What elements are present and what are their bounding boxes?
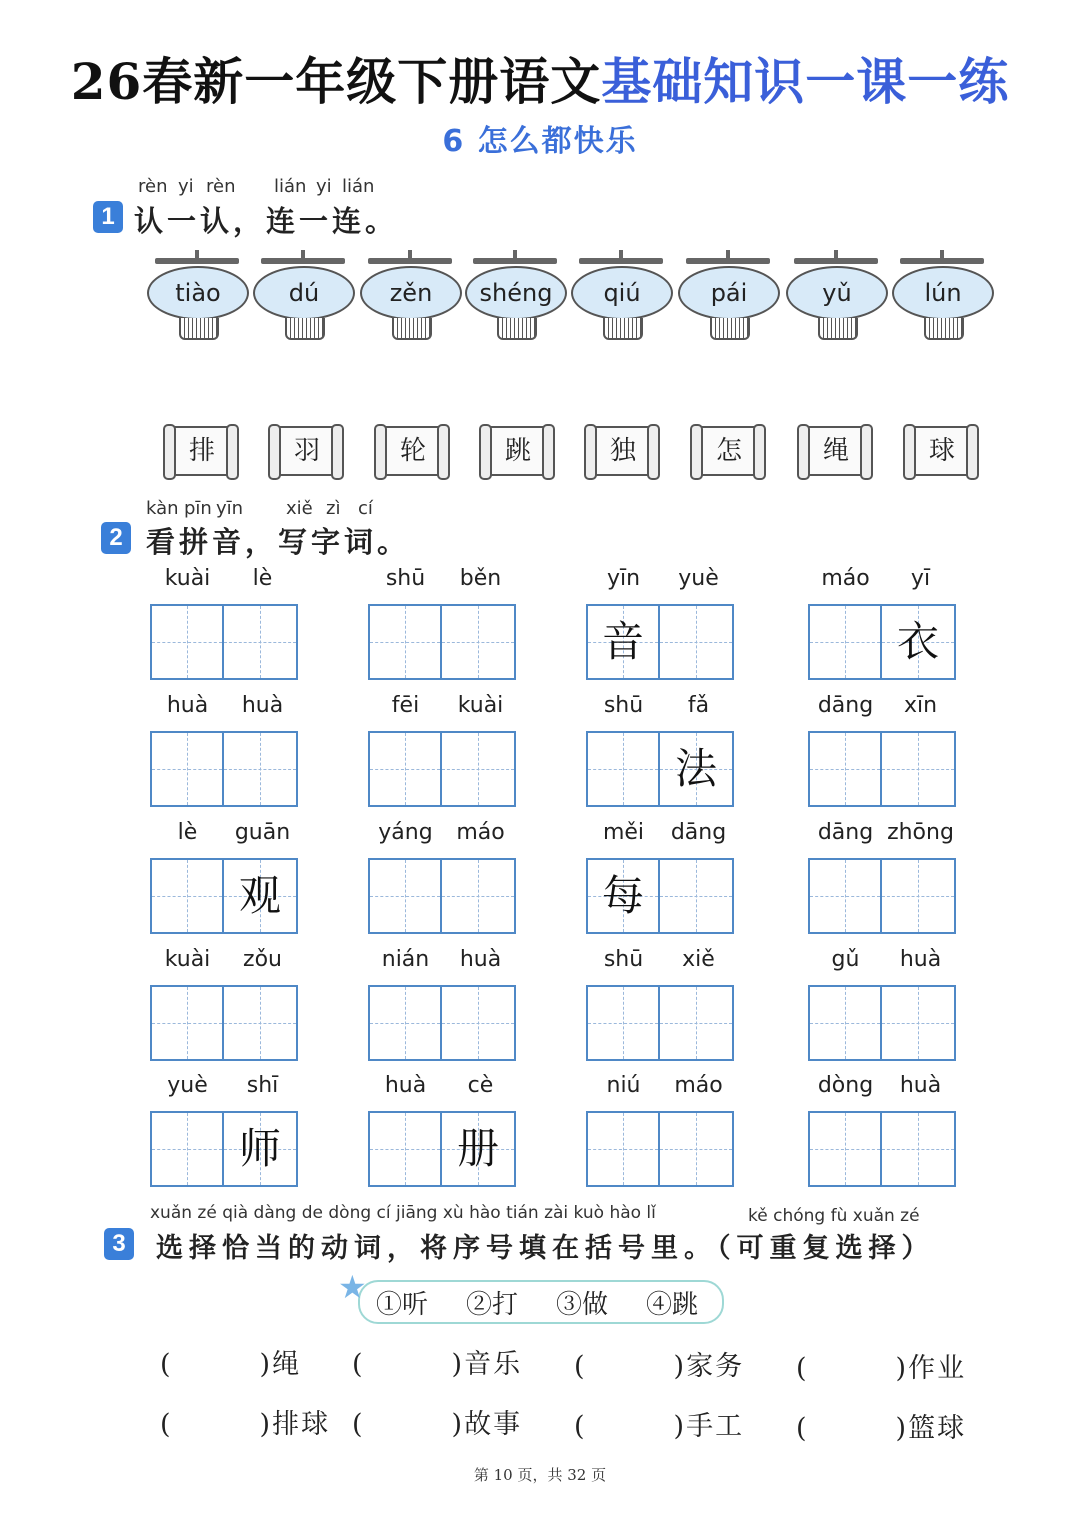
scroll-char: 球 [911, 426, 973, 476]
scroll-card[interactable] [690, 424, 766, 476]
writing-cell[interactable] [588, 987, 660, 1059]
word-pinyin: huà [241, 693, 284, 718]
word-box [368, 693, 518, 808]
scroll-char: 轮 [382, 426, 444, 476]
blank-word: 排球 [272, 1409, 331, 1440]
word-pinyin: huà [459, 947, 502, 972]
page-footer: 第 10 页，共 32 页 [473, 1466, 607, 1484]
lantern-pinyin: lún [892, 266, 994, 320]
writing-cell[interactable] [442, 860, 514, 932]
blank-word: 作业 [908, 1353, 967, 1384]
word-box [150, 1073, 300, 1188]
pinyin-syllable: yi [178, 176, 194, 197]
word-box [586, 693, 736, 808]
scroll-card[interactable] [268, 424, 344, 476]
writing-cell[interactable] [370, 860, 442, 932]
lantern[interactable] [360, 258, 460, 348]
word-box [808, 566, 958, 681]
pinyin-syllable: pīn [184, 498, 212, 519]
word-box [586, 1073, 736, 1188]
writing-cell[interactable] [224, 606, 296, 678]
word-pinyin: dāng [817, 693, 874, 718]
blank-item[interactable]: ( )作业 [796, 1353, 967, 1384]
writing-cell[interactable] [588, 733, 660, 805]
word-box [150, 947, 300, 1062]
word-pinyin: fǎ [687, 693, 710, 718]
title-part2: 基础知识一课一练 [601, 52, 1010, 111]
word-pinyin: lè [252, 566, 273, 591]
blank-item[interactable]: ( )故事 [352, 1409, 523, 1440]
blank-word: 篮球 [908, 1413, 967, 1444]
lantern-pinyin: tiào [147, 266, 249, 320]
word-pinyin: měi [602, 820, 645, 845]
tian-grid [368, 731, 516, 807]
blank-item[interactable]: ( )家务 [574, 1351, 745, 1382]
writing-cell[interactable] [882, 860, 954, 932]
scroll-card[interactable] [903, 424, 979, 476]
pinyin-syllable: xiě [286, 498, 313, 519]
writing-cell[interactable] [810, 606, 882, 678]
word-box [586, 820, 736, 935]
word-box [808, 693, 958, 808]
word-box [368, 566, 518, 681]
blank-word: 音乐 [464, 1349, 523, 1380]
writing-cell[interactable] [152, 987, 224, 1059]
title-part1: 26春新一年级下册语文 [70, 52, 602, 111]
tian-grid [368, 985, 516, 1061]
writing-cell[interactable] [810, 1113, 882, 1185]
pinyin-syllable: zì [326, 498, 341, 519]
blank-item[interactable]: ( )手工 [574, 1411, 745, 1442]
writing-cell[interactable] [370, 1113, 442, 1185]
word-pinyin: huà [899, 947, 942, 972]
writing-cell[interactable] [152, 860, 224, 932]
tian-grid [808, 731, 956, 807]
cell-char: 册 [456, 1124, 499, 1173]
tian-grid [150, 985, 298, 1061]
section1-instruction: 认一认，连一连。 [134, 204, 399, 238]
word-pinyin: yáng [378, 820, 433, 845]
option-3: ③做 [556, 1290, 609, 1320]
word-box [150, 566, 300, 681]
word-pinyin: fēi [391, 693, 420, 718]
lantern[interactable] [892, 258, 992, 348]
scroll-char: 排 [171, 426, 233, 476]
writing-cell[interactable] [442, 1113, 514, 1185]
option-2: ②打 [466, 1290, 519, 1320]
writing-cell[interactable] [224, 733, 296, 805]
blank-word: 故事 [464, 1409, 523, 1440]
word-pinyin: dāng [670, 820, 727, 845]
word-pinyin: guān [234, 820, 291, 845]
writing-cell[interactable] [370, 987, 442, 1059]
writing-cell[interactable] [660, 1113, 732, 1185]
scroll-card[interactable] [163, 424, 239, 476]
word-pinyin: yuè [167, 1073, 208, 1098]
pinyin-syllable: lián [274, 176, 307, 197]
word-pinyin: zhōng [887, 820, 954, 845]
blank-word: 家务 [686, 1351, 745, 1382]
cell-char: 每 [601, 871, 644, 920]
writing-cell[interactable] [370, 606, 442, 678]
word-pinyin: huà [166, 693, 209, 718]
word-pinyin: kuài [164, 947, 211, 972]
tian-grid [586, 604, 734, 680]
word-pinyin: shū [603, 947, 644, 972]
scroll-char: 绳 [805, 426, 867, 476]
word-pinyin: máo [674, 1073, 723, 1098]
word-box [586, 566, 736, 681]
tian-grid [150, 1111, 298, 1187]
page-title [0, 52, 1080, 112]
writing-cell[interactable] [442, 733, 514, 805]
writing-cell[interactable] [588, 1113, 660, 1185]
section3-pinyin-1: xuǎn zé qià dàng de dòng cí jiāng xù hào tián zài kuò hào lǐ [150, 1203, 656, 1223]
writing-cell[interactable] [660, 733, 732, 805]
word-pinyin: kuài [457, 693, 504, 718]
writing-cell[interactable] [810, 860, 882, 932]
word-box [368, 1073, 518, 1188]
word-pinyin: dāng [817, 820, 874, 845]
tian-grid [150, 604, 298, 680]
lantern[interactable] [253, 258, 353, 348]
lesson-title: 6 怎么都快乐 [442, 124, 638, 159]
word-pinyin: shū [603, 693, 644, 718]
writing-cell[interactable] [224, 1113, 296, 1185]
lantern-pinyin: yǔ [786, 266, 888, 320]
pinyin-syllable: rèn [138, 176, 168, 197]
pinyin-syllable: yi [316, 176, 332, 197]
blank-item[interactable]: ( )篮球 [796, 1413, 967, 1444]
pinyin-syllable: lián [342, 176, 375, 197]
cell-char: 师 [238, 1124, 281, 1173]
writing-cell[interactable] [810, 987, 882, 1059]
cell-char: 衣 [896, 617, 939, 666]
word-pinyin: xiě [682, 947, 715, 972]
scroll-char: 羽 [276, 426, 338, 476]
section3-pinyin-2: kě chóng fù xuǎn zé [748, 1206, 920, 1226]
tian-grid [586, 985, 734, 1061]
writing-cell[interactable] [152, 606, 224, 678]
writing-cell[interactable] [442, 987, 514, 1059]
word-pinyin: yuè [678, 566, 719, 591]
section3-number: 3 [104, 1228, 134, 1260]
word-pinyin: niú [606, 1073, 641, 1098]
lantern-pinyin: pái [678, 266, 780, 320]
word-box [150, 693, 300, 808]
lantern-pinyin: zěn [360, 266, 462, 320]
pinyin-syllable: cí [358, 498, 373, 519]
section2-number: 2 [101, 522, 131, 554]
writing-cell[interactable] [810, 733, 882, 805]
writing-cell[interactable] [882, 606, 954, 678]
tian-grid [808, 985, 956, 1061]
word-pinyin: shī [246, 1073, 279, 1098]
word-box [150, 820, 300, 935]
lantern[interactable] [678, 258, 778, 348]
word-pinyin: huà [384, 1073, 427, 1098]
word-pinyin: zǒu [243, 947, 282, 972]
scroll-char: 怎 [698, 426, 760, 476]
word-pinyin: yī [910, 566, 931, 591]
word-pinyin: cè [467, 1073, 494, 1098]
tian-grid [150, 858, 298, 934]
word-pinyin: shū [385, 566, 426, 591]
writing-cell[interactable] [882, 733, 954, 805]
word-box [808, 1073, 958, 1188]
tian-grid [368, 604, 516, 680]
scroll-card[interactable] [479, 424, 555, 476]
cell-char: 观 [238, 871, 281, 920]
word-pinyin: xīn [903, 693, 938, 718]
word-pinyin: huà [899, 1073, 942, 1098]
cell-char: 法 [674, 744, 717, 793]
writing-cell[interactable] [152, 733, 224, 805]
pinyin-syllable: kàn [146, 498, 179, 519]
blank-item[interactable]: ( )绳 [160, 1349, 302, 1380]
word-box [808, 947, 958, 1062]
star-icon: ★ [338, 1268, 367, 1306]
scroll-card[interactable] [374, 424, 450, 476]
blank-word: 手工 [686, 1411, 745, 1442]
pinyin-syllable: rèn [206, 176, 236, 197]
tian-grid [586, 858, 734, 934]
writing-cell[interactable] [152, 1113, 224, 1185]
lantern-pinyin: qiú [571, 266, 673, 320]
writing-cell[interactable] [224, 860, 296, 932]
scroll-card[interactable] [584, 424, 660, 476]
word-pinyin: běn [459, 566, 502, 591]
word-box [586, 947, 736, 1062]
writing-cell[interactable] [660, 987, 732, 1059]
pinyin-syllable: yīn [216, 498, 244, 519]
tian-grid [808, 1111, 956, 1187]
blank-word: 绳 [272, 1349, 302, 1380]
lantern-pinyin: dú [253, 266, 355, 320]
section1-number: 1 [93, 201, 123, 233]
word-pinyin: máo [821, 566, 870, 591]
word-pinyin: dòng [817, 1073, 874, 1098]
writing-cell[interactable] [660, 860, 732, 932]
writing-cell[interactable] [370, 733, 442, 805]
lantern[interactable] [465, 258, 565, 348]
writing-cell[interactable] [882, 987, 954, 1059]
word-box [368, 947, 518, 1062]
lantern[interactable] [147, 258, 247, 348]
word-pinyin: yīn [606, 566, 641, 591]
section3-instruction: 选择恰当的动词，将序号填在括号里。（可重复选择） [156, 1233, 935, 1264]
tian-grid [150, 731, 298, 807]
option-4: ④跳 [646, 1290, 699, 1320]
writing-cell[interactable] [660, 606, 732, 678]
scroll-card[interactable] [797, 424, 873, 476]
section2-instruction: 看拼音，写字词。 [146, 525, 411, 559]
scroll-char: 跳 [487, 426, 549, 476]
tian-grid [808, 604, 956, 680]
word-pinyin: gǔ [831, 947, 860, 972]
lantern[interactable] [786, 258, 886, 348]
writing-cell[interactable] [882, 1113, 954, 1185]
word-pinyin: nián [381, 947, 430, 972]
word-pinyin: lè [177, 820, 198, 845]
word-box [808, 820, 958, 935]
tian-grid [586, 1111, 734, 1187]
tian-grid [368, 1111, 516, 1187]
tian-grid [808, 858, 956, 934]
cell-char: 音 [601, 617, 644, 666]
writing-cell[interactable] [442, 606, 514, 678]
writing-cell[interactable] [588, 860, 660, 932]
word-pinyin: máo [456, 820, 505, 845]
blank-item[interactable]: ( )排球 [160, 1409, 331, 1440]
writing-cell[interactable] [224, 987, 296, 1059]
tian-grid [586, 731, 734, 807]
writing-cell[interactable] [588, 606, 660, 678]
word-pinyin: kuài [164, 566, 211, 591]
lantern[interactable] [571, 258, 671, 348]
blank-item[interactable]: ( )音乐 [352, 1349, 523, 1380]
option-1: ①听 [376, 1290, 429, 1320]
scroll-char: 独 [592, 426, 654, 476]
tian-grid [368, 858, 516, 934]
word-box [368, 820, 518, 935]
lantern-pinyin: shéng [465, 266, 567, 320]
